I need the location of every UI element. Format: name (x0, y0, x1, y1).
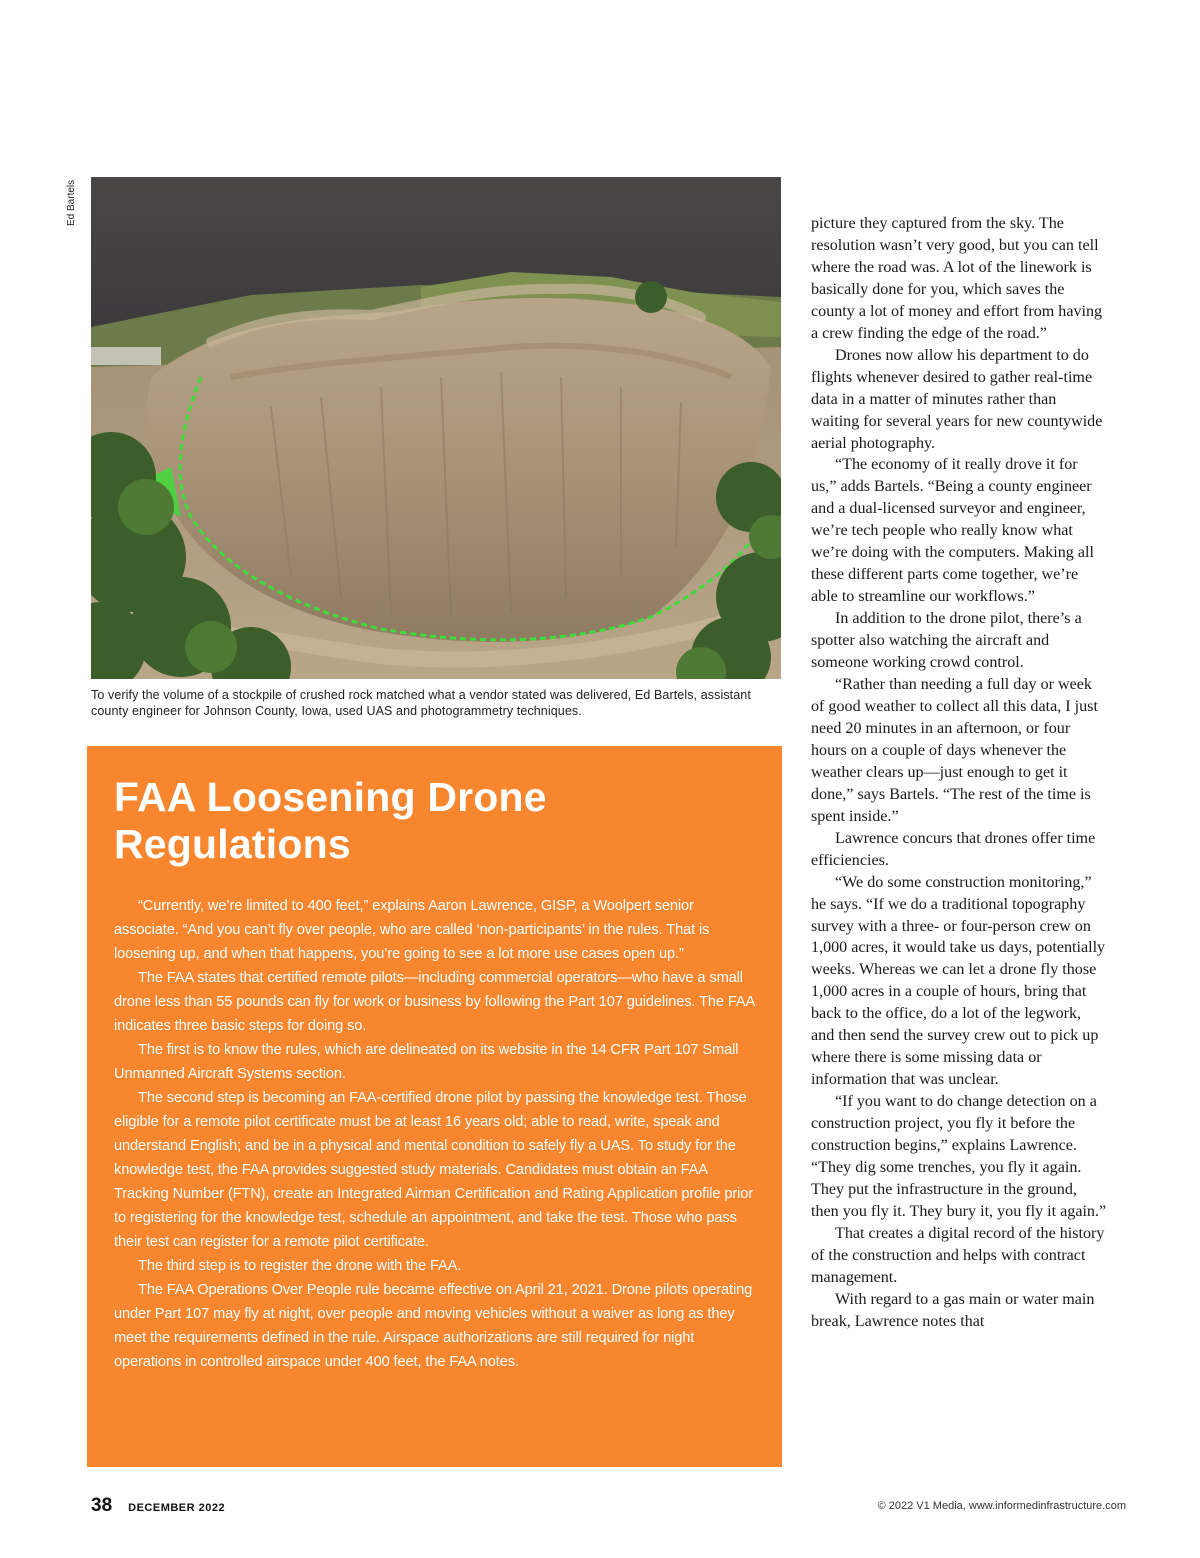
body-paragraph: With regard to a gas main or water main break, Lawrence notes that (811, 1290, 1095, 1330)
stockpile-photo-illustration (91, 177, 781, 679)
body-paragraph: “The economy of it really drove it for us,” adds Bartels. “Being a county engineer and a dual-licensed surveyor and engineer, we’re tech people who really know what we’re doing with the computers. Making all these different parts come together, we’re able to streamline our workflows.” (811, 456, 1094, 606)
photo-credit: Ed Bartels (66, 179, 77, 226)
sidebar-paragraph: The third step is to register the drone with the FAA. (138, 1258, 462, 1274)
page-number: 38 (91, 1495, 113, 1516)
body-paragraph: picture they captured from the sky. The resolution wasn’t very good, but you can tell where the road was. A lot of the linework is basically done for you, which saves the county a lot of money and effort from having a crew finding the edge of the road.” (811, 215, 1103, 342)
body-paragraph: Drones now allow his department to do flights whenever desired to gather real-time data in a matter of minutes rather than waiting for several years for new countywide aerial photography. (811, 346, 1103, 452)
body-paragraph: “If you want to do change detection on a construction project, you fly it before the construction begins,” explains Lawrence. “They dig some trenches, you fly it again. They put the infrastructure in the ground, then you fly it. They bury it, you fly it again.” (811, 1093, 1107, 1220)
sidebar-paragraph: “Currently, we’re limited to 400 feet,” explains Aaron Lawrence, GISP, a Woolpert senior associate. “And you can’t fly over people, who are called ‘non-participants’ in the rules. That is loosening up, and when that happens, you’re going to see a lot more use cases open up.” (114, 898, 710, 962)
photo-caption: To verify the volume of a stockpile of crushed rock matched what a vendor stated was delivered, Ed Bartels, assistant county engineer for Johnson County, Iowa, used UAS and photogrammetry techniques. (91, 688, 751, 718)
issue-date: DECEMBER 2022 (128, 1502, 226, 1514)
sidebar-title: FAA Loosening Drone Regulations (114, 774, 547, 867)
sidebar-paragraph: The second step is becoming an FAA-certified drone pilot by passing the knowledge test. Those eligible for a remote pilot certificate must be at least 16 years old; able to read, write, speak and understand English; and be in a physical and mental condition to safely fly a UAS. To study for the knowledge test, the FAA provides suggested study materials. Candidates must obtain an FAA Tracking Number (FTN), create an Integrated Airman Certification and Rating Application profile prior to registering for the knowledge test, schedule an appointment, and take the test. Those who pass their test can register for a remote pilot certificate. (114, 1090, 754, 1250)
body-paragraph: Lawrence concurs that drones offer time efficiencies. (811, 829, 1096, 869)
page-footer-left (91, 1495, 225, 1519)
body-paragraph: In addition to the drone pilot, there’s a spotter also watching the aircraft and someone working crowd control. (811, 610, 1082, 672)
sidebar-paragraph: The FAA states that certified remote pilots—including commercial operators—who have a small drone less than 55 pounds can fly for work or business by following the Part 107 guidelines. The FAA indicates three basic steps for doing so. (114, 970, 755, 1034)
copyright-notice: © 2022 V1 Media, www.informedinfrastructure.com (877, 1500, 1126, 1512)
sidebar-paragraph: The first is to know the rules, which are delineated on its website in the 14 CFR Part 107 Small Unmanned Aircraft Systems section. (114, 1042, 739, 1082)
stockpile-aerial-photo (91, 177, 781, 679)
faa-regulations-sidebar (87, 746, 782, 1467)
body-paragraph: “We do some construction monitoring,” he says. “If we do a traditional topography survey with a three- or four-person crew on 1,000 acres, it would take us days, potentially weeks. Whereas we can let a drone fly those 1,000 acres in a couple of hours, bring that back to the office, do a lot of the legwork, and then send the survey crew out to pick up where there is some missing data or information that was unclear. (811, 873, 1106, 1089)
body-paragraph: “Rather than needing a full day or week of good weather to collect all this data, I just need 20 minutes in an afternoon, or four hours on a couple of days whenever the weather clears up—just enough to get it done,” says Bartels. “The rest of the time is spent inside.” (811, 676, 1098, 825)
body-paragraph: That creates a digital record of the history of the construction and helps with contract management. (811, 1224, 1105, 1286)
article-body-column (811, 213, 1107, 1333)
sidebar-paragraph: The FAA Operations Over People rule became effective on April 21, 2021. Drone pilots operating under Part 107 may fly at night, over people and moving vehicles without a waiver as long as they meet the requirements defined in the rule. Airspace authorizations are still required for night operations in controlled airspace under 400 feet, the FAA notes. (114, 1282, 753, 1370)
